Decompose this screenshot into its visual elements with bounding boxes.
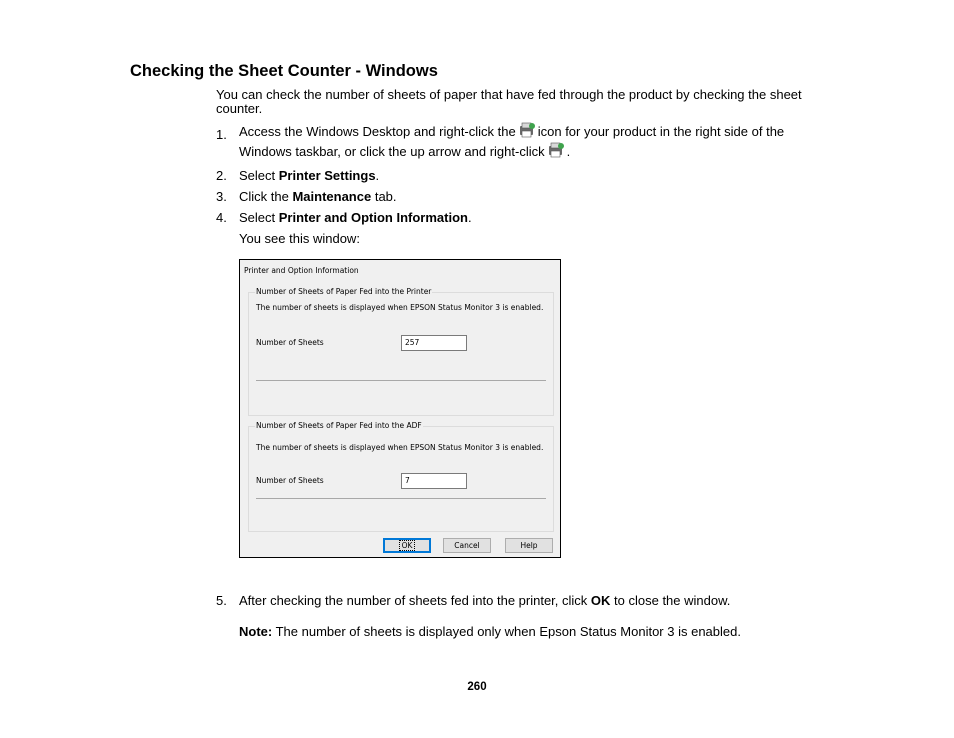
step-1-text-d: .: [566, 144, 571, 159]
step-1-text-b: icon for your product in the right side of the: [537, 124, 785, 139]
adf-sheets-panel: [248, 421, 554, 532]
step-5-text: After checking the number of sheets fed into the printer, click: [239, 593, 591, 608]
printer-tray-icon-2: [547, 142, 565, 158]
adf-panel-label: Number of Sheets of Paper Fed into the ADF: [256, 421, 422, 430]
note-label: Note:: [239, 624, 273, 639]
step-1: [239, 122, 819, 162]
step-2: [239, 168, 379, 183]
step-5-end: to close the window.: [610, 593, 731, 608]
step-3-bold: Maintenance: [292, 189, 372, 204]
step-4: [239, 210, 472, 225]
printer-tray-icon: [518, 122, 536, 138]
dialog-title: Printer and Option Information: [244, 266, 359, 275]
step-4-bold: Printer and Option Information: [278, 210, 468, 225]
step-1-text-c: Windows taskbar, or click the up arrow and right-click: [239, 144, 545, 159]
step-1-text-a: Access the Windows Desktop and right-click the: [239, 124, 516, 139]
step-5: [239, 593, 730, 608]
step-2-number: 2.: [216, 168, 227, 183]
cancel-button[interactable]: Cancel: [443, 538, 491, 553]
step-3-text: Click the: [239, 189, 293, 204]
adf-panel-separator: [256, 498, 546, 499]
ok-button-label: OK: [401, 541, 413, 550]
step-2-bold: Printer Settings: [278, 168, 376, 183]
printer-panel-desc: The number of sheets is displayed when EPSON Status Monitor 3 is enabled.: [256, 303, 544, 312]
step-3-number: 3.: [216, 189, 227, 204]
printer-option-info-dialog: [239, 259, 561, 558]
intro-paragraph: You can check the number of sheets of paper that have fed through the product by checking the sheet counter.: [216, 87, 802, 116]
step-3-end: tab.: [371, 189, 397, 204]
step-5-bold: OK: [590, 593, 611, 608]
adf-sheets-label: Number of Sheets: [256, 476, 324, 485]
adf-panel-desc: The number of sheets is displayed when EPSON Status Monitor 3 is enabled.: [256, 443, 544, 452]
printer-sheets-panel: [248, 287, 554, 416]
note-text: The number of sheets is displayed only when Epson Status Monitor 3 is enabled.: [272, 624, 741, 639]
printer-sheets-label: Number of Sheets: [256, 338, 324, 347]
adf-sheets-field: 7: [401, 473, 467, 489]
section-heading: Checking the Sheet Counter - Windows: [130, 62, 438, 80]
printer-panel-label: Number of Sheets of Paper Fed into the Printer: [256, 287, 432, 296]
step-4-text: Select: [239, 210, 279, 225]
step-4-followup: You see this window:: [239, 231, 360, 246]
step-4-end: .: [467, 210, 472, 225]
step-2-end: .: [375, 168, 380, 183]
step-4-number: 4.: [216, 210, 227, 225]
step-3: [239, 189, 397, 204]
step-1-number: 1.: [216, 127, 227, 142]
printer-panel-separator: [256, 380, 546, 381]
printer-sheets-field: 257: [401, 335, 467, 351]
step-2-text: Select: [239, 168, 279, 183]
help-button[interactable]: Help: [505, 538, 553, 553]
step-5-number: 5.: [216, 593, 227, 608]
ok-button[interactable]: [383, 538, 431, 553]
page-number: 260: [467, 681, 487, 693]
note: [239, 624, 741, 639]
